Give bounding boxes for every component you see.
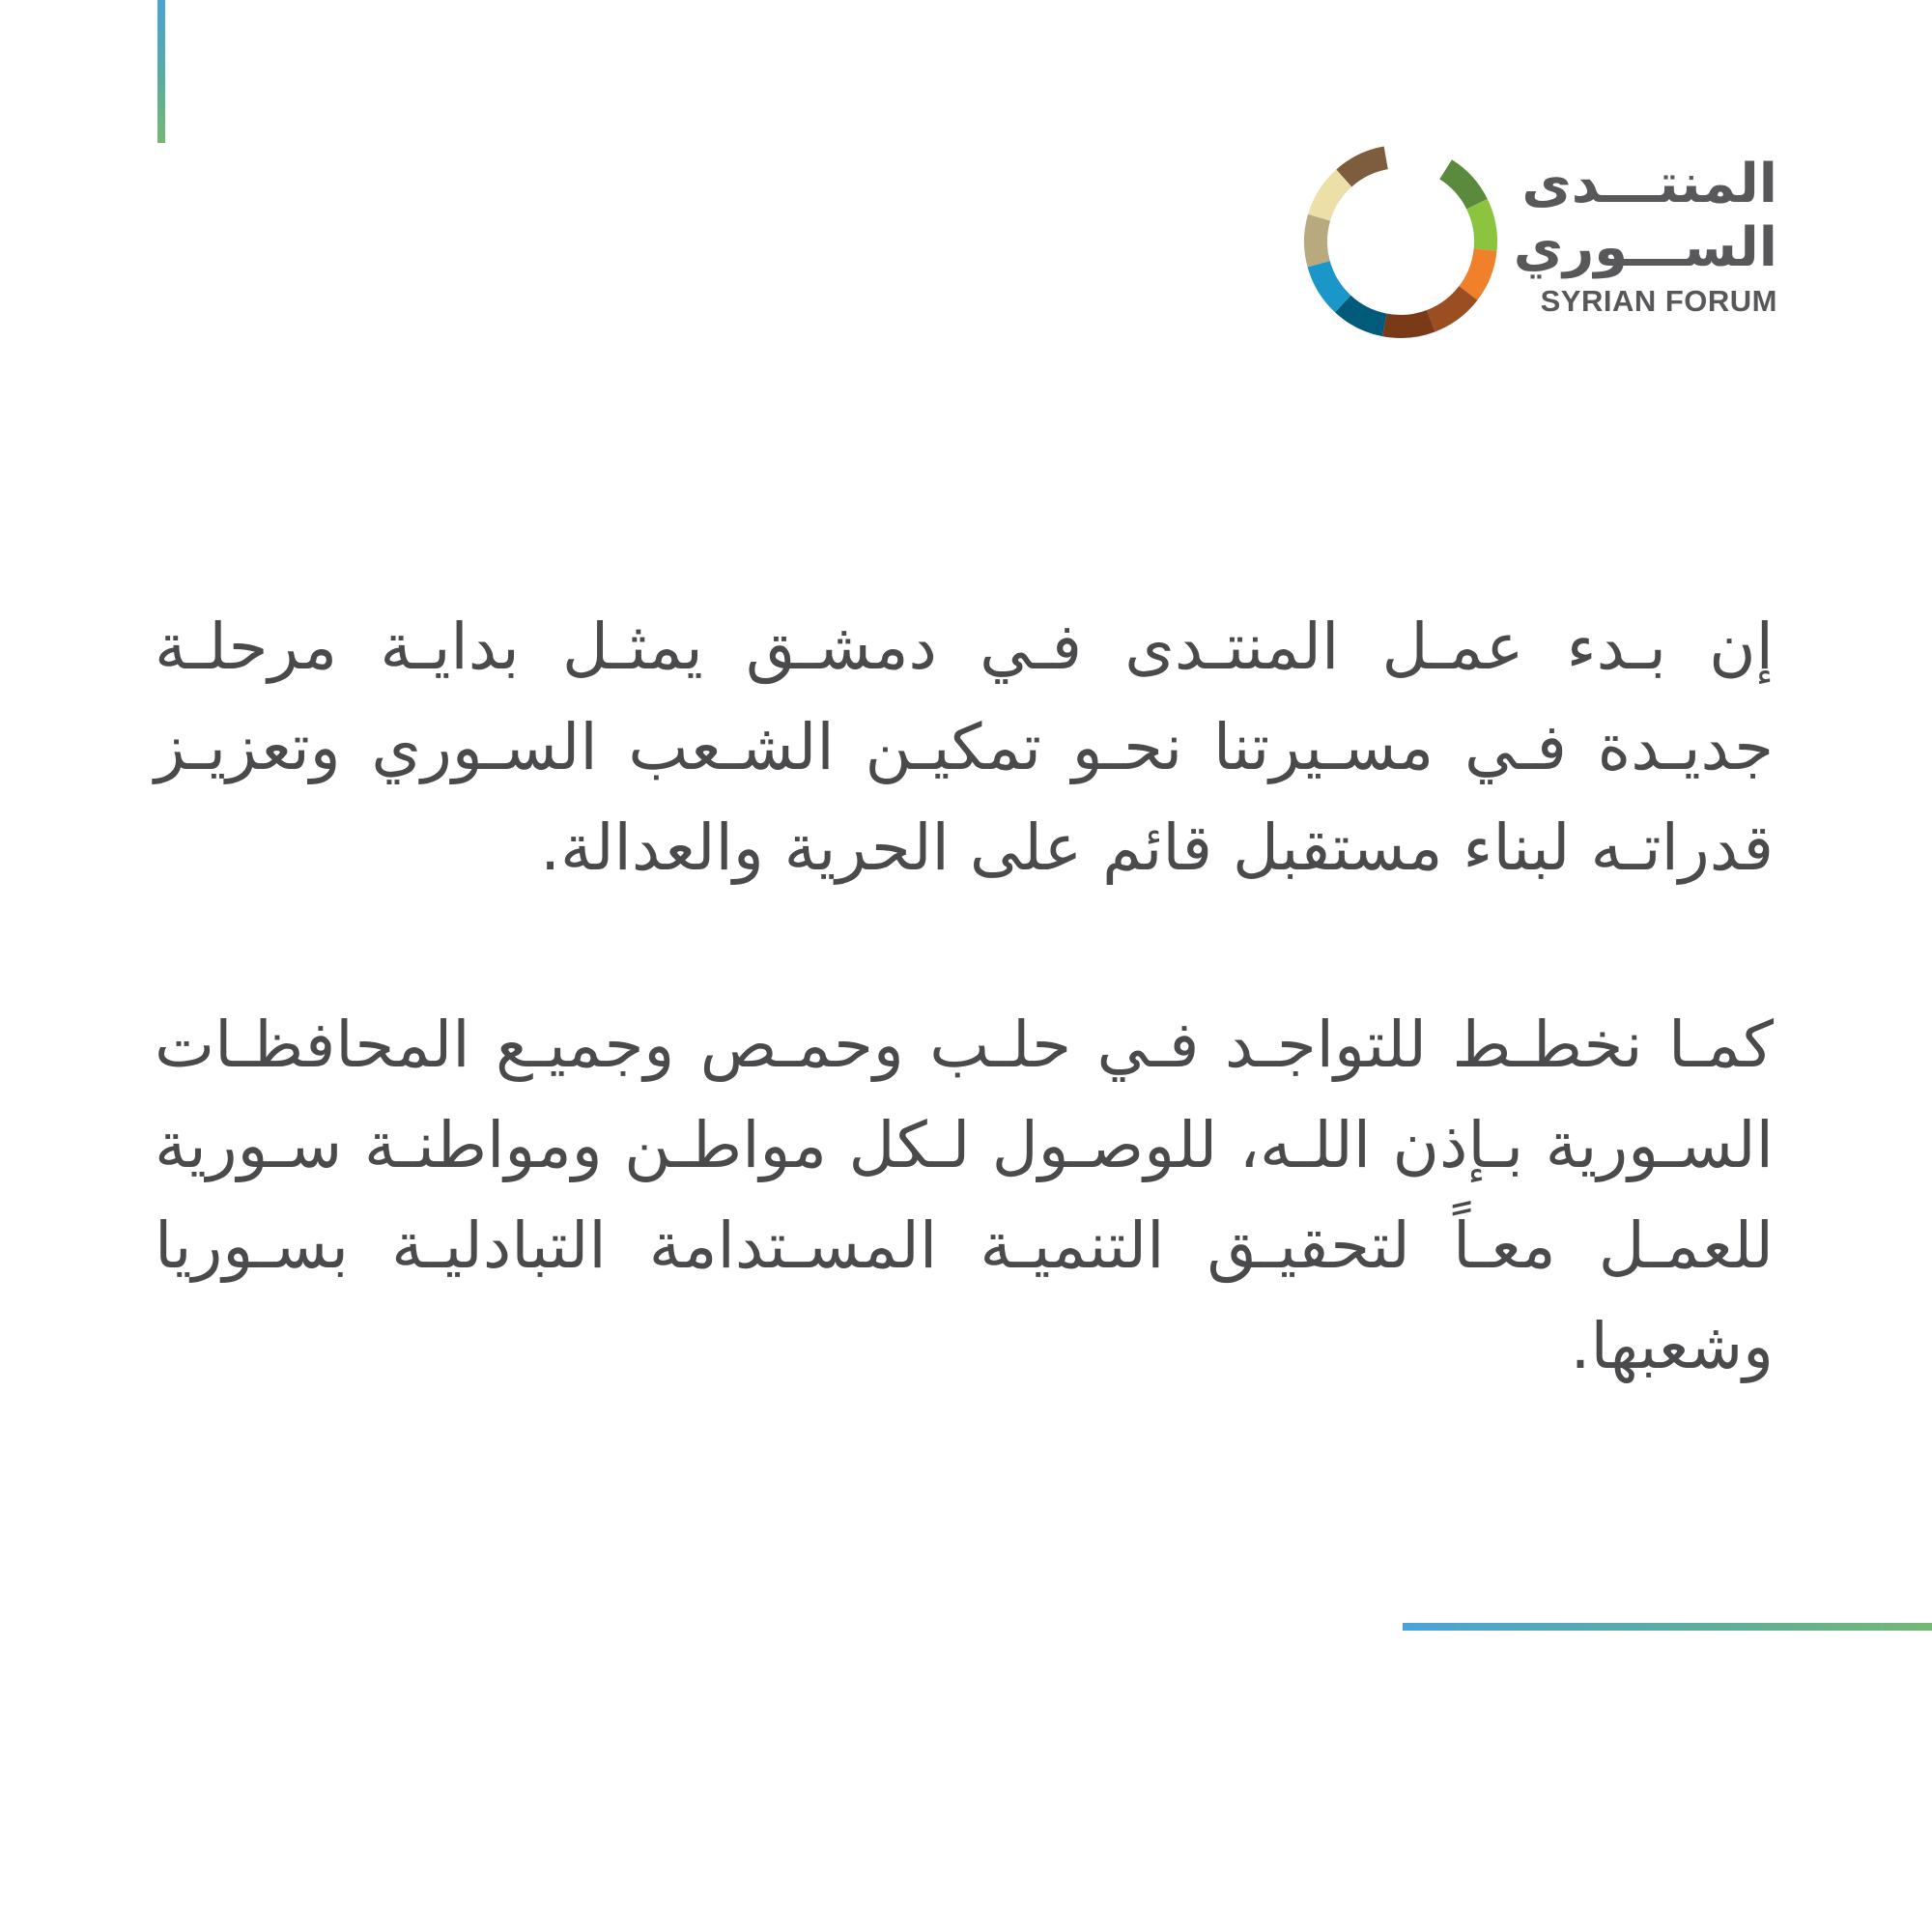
logo-ring-segment (1384, 321, 1431, 327)
logo-ring-segment (1316, 217, 1320, 264)
paragraph-2: كمـا نخطـط للتواجـد فـي حلـب وحمـص وجميـع المحافظـات السـورية بـإذن اللـه، للوصـول لـكل مواطـن ومواطنـة سـورية للعمـل معـاً لتحقيـق التنميـة المسـتدامة التبادليـة بسـوريا وشعبها. (155, 1008, 1774, 1383)
logo-ring-segment (1319, 264, 1343, 303)
logo-ring-segment (1320, 178, 1345, 217)
logo-ring-icon (1298, 139, 1503, 344)
logo-wordmark (1513, 153, 1777, 321)
logo-name-en: SYRIAN FORUM (1540, 284, 1777, 318)
paragraph-1: إن بـدء عمـل المنتـدى فـي دمشـق يمثـل بدايـة مرحلـة جديـدة فـي مسـيرتنا نحـو تمكيـن الشـعب السـوري وتعزيـز قدراتـه لبناء مستقبل قائم على الحرية والعدالة. (155, 610, 1774, 885)
logo-ring-segment (1446, 169, 1477, 204)
logo-name-ar-line1: المنتـــدى (1521, 153, 1777, 215)
logo-ring-segment (1468, 250, 1486, 294)
logo-ring-segment (1477, 204, 1486, 249)
announcement-text (155, 597, 1774, 1397)
logo-ring-segment (1431, 293, 1468, 321)
logo-ring-segment (1344, 157, 1385, 178)
bottom-accent-line (1403, 1623, 1932, 1631)
logo-name-ar-line2: الســـوري (1513, 216, 1777, 279)
top-accent-line (157, 0, 165, 143)
syrian-forum-logo (1294, 135, 1777, 348)
logo-ring-segment (1343, 304, 1384, 326)
